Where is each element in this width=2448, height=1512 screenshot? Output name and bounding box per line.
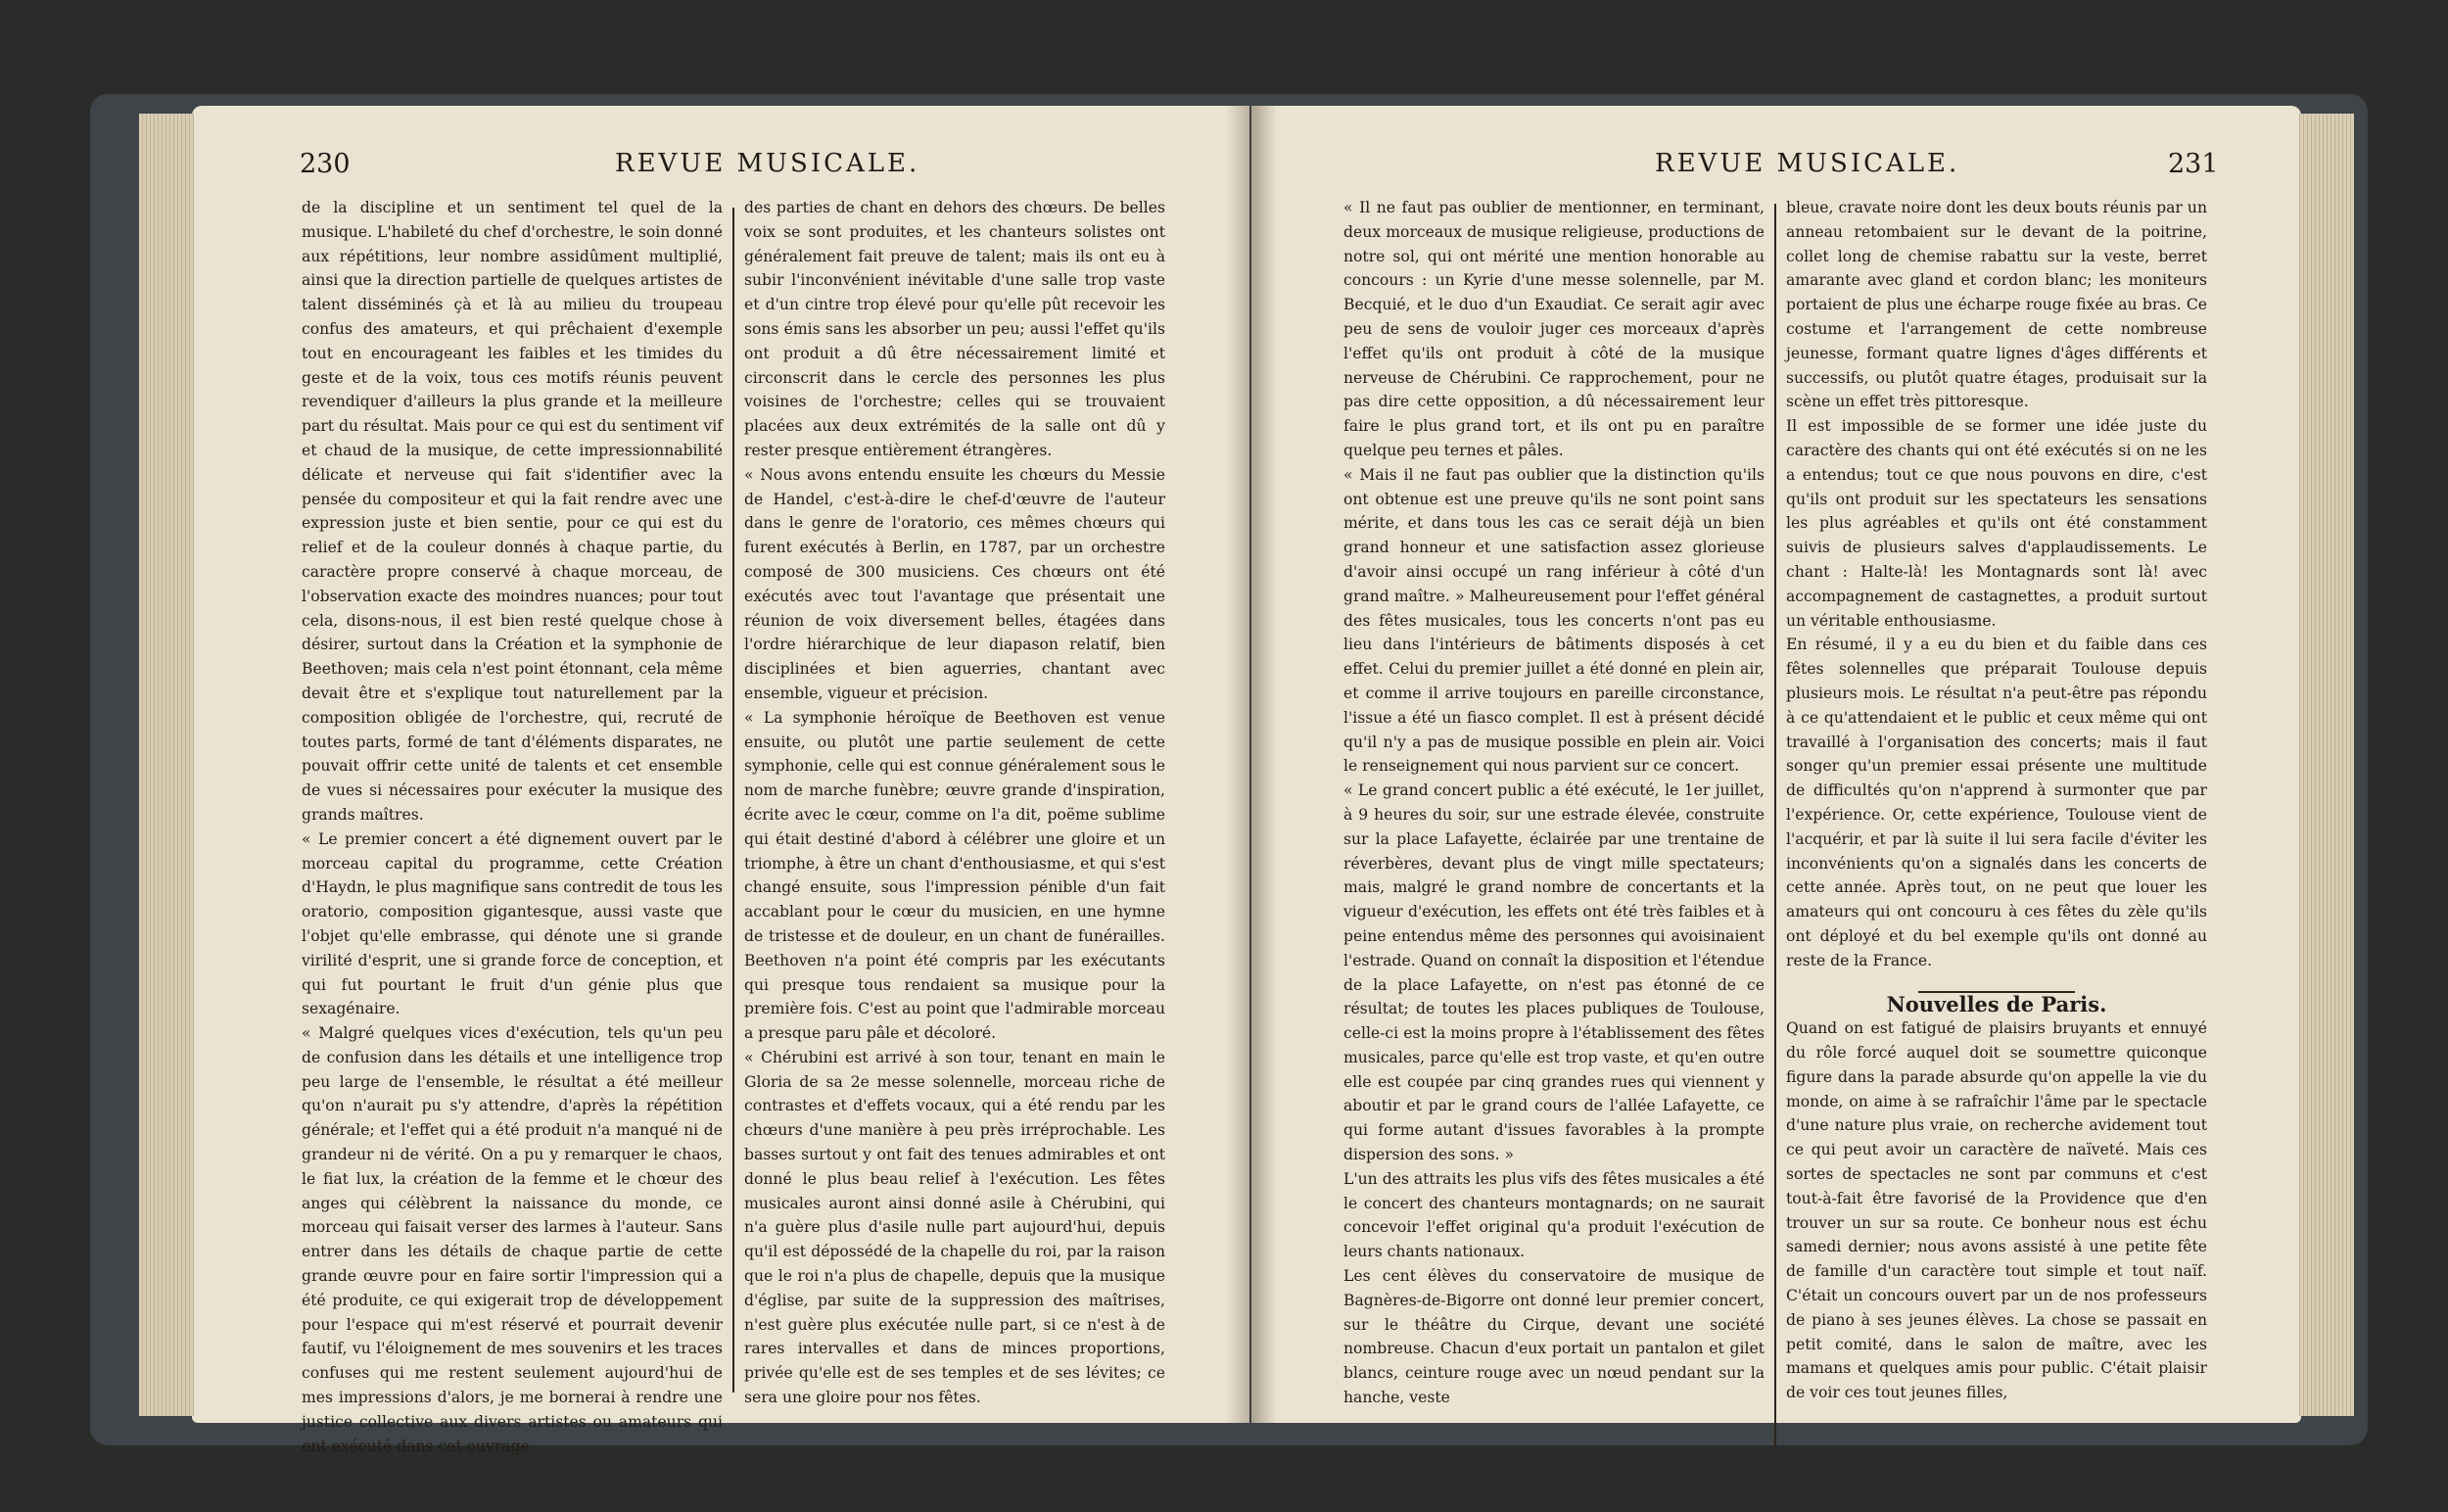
paragraph: Les cent élèves du conservatoire de musique de Bagnères-de-Bigorre ont donné leur premier concert, sur le théâtre du Cirque, devant une société nombreuse. Chacun d'eux portait un pantalon et gilet blancs, ceinture rouge avec un nœud pendant sur la hanche, veste — [1343, 1267, 1765, 1407]
left-page — [192, 106, 1249, 1455]
paragraph: « Mais il ne faut pas oublier que la distinction qu'ils ont obtenue est une preuve qu'ils ne sont point sans mérite, et dans tous les cas ce serait déjà un bien grand honneur et une satisfaction assez glorieuse d'avoir ainsi occupé un rang inférieur à côté d'un grand maître. » Malheureusement pour l'effet général des fêtes musicales, tous les concerts n'ont pas eu lieu dans l'intérieurs de bâtiments disposés à cet effet. Celui du premier juillet a été donné en plein air, et comme il arrive toujours en pareille circonstance, l'issue a été un fiasco complet. Il est à présent décidé qu'il n'y a pas de musique possible en plein air. Voici le renseignement qui nous parvient sur ce concert. — [1343, 465, 1765, 776]
right-column-2 — [1786, 196, 2207, 1405]
running-head: REVUE MUSICALE. — [1655, 149, 1960, 178]
right-page — [1251, 106, 2301, 1423]
paragraph: « Il ne faut pas oublier de mentionner, en terminant, deux morceaux de musique religieuse, productions de notre sol, qui ont mérité une mention honorable au concours : un Kyrie d'une messe solennelle, par M. Becquié, et le duo d'un Exaudiat. Ce serait agir avec peu de sens de vouloir juger ces morceaux d'après l'effet qu'ils ont produit à côté de la musique nerveuse de Chérubini. Ce rapprochement, pour ne pas dire cette opposition, a dû nécessairement leur faire le plus grand tort, et ils ont pu en paraître quelque peu ternes et pâles. — [1343, 199, 1765, 459]
paragraph: L'un des attraits les plus vifs des fêtes musicales a été le concert des chanteurs montagnards; on ne saurait concevoir l'effet original qu'a produit l'exécution de leurs chants nationaux. — [1343, 1169, 1765, 1261]
paragraph: « Le premier concert a été dignement ouvert par le morceau capital du programme, cette Création d'Haydn, le plus magnifique sans contredit de tous les oratorio, composition gigantesque, aussi vaste que l'objet qu'elle embrasse, qui dénote une si grande virilité d'esprit, une si grande force de conception, et qui fut pourtant le fruit d'un génie plus que sexagénaire. — [302, 829, 723, 1018]
page-number: 231 — [2168, 149, 2219, 179]
page-number: 230 — [300, 149, 351, 179]
paragraph: des parties de chant en dehors des chœurs. De belles voix se sont produites, et les chanteurs solistes ont généralement fait preuve de talent; mais ils ont eu à subir l'inconvénient inévitable d'une salle trop vaste et d'un cintre trop élevé pour qu'elle pût recevoir les sons émis sans les absorber un peu; aussi l'effet qu'ils ont produit a dû être nécessairement limité et circonscrit dans le cercle des personnes les plus voisines de l'orchestre; celles qui se trouvaient placées aux deux extrémités de la salle ont dû y rester presque entièrement étrangères. — [744, 199, 1165, 459]
paragraph: En résumé, il y a eu du bien et du faible dans ces fêtes solennelles que préparait Toulouse depuis plusieurs mois. Le résultat n'a peut-être pas répondu à ce qu'attendaient et le public et ceux même qui ont travaillé à l'organisation des concerts; mais il faut songer qu'un premier essai présente une multitude de difficultés qu'on n'apprend à surmonter que par l'expérience. Or, cette expérience, Toulouse vient de l'acquérir, et par là suite il lui sera facile d'éviter les inconvénients qu'on a signalés dans les concerts de cette année. Après tout, on ne peut que louer les amateurs qui ont concouru à ces fêtes du zèle qu'ils ont déployé et du bel exemple qu'ils ont donné au reste de la France. — [1786, 636, 2207, 969]
paragraph: bleue, cravate noire dont les deux bouts réunis par un anneau retombaient sur le devant de la poitrine, collet long de chemise rabattu sur la veste, berret amarante avec gland et cordon blanc; les moniteurs portaient de plus une écharpe rouge fixée au bras. Ce costume et l'arrangement de cette nombreuse jeunesse, formant quatre lignes d'âges différents et successifs, ou plutôt quatre étages, produisait sur la scène un effet très pittoresque. — [1786, 199, 2207, 411]
paragraph: « Nous avons entendu ensuite les chœurs du Messie de Handel, c'est-à-dire le chef-d'œuvre de l'auteur dans le genre de l'oratorio, ces mêmes chœurs qui furent exécutés à Berlin, en 1787, par un orchestre composé de 300 musiciens. Ces chœurs ont été exécutés avec tout l'avantage que présentait une réunion de voix diversement belles, étagées dans l'ordre hiérarchique de leur diapason relatif, bien disciplinées et bien aguerries, chantant avec ensemble, vigueur et précision. — [744, 465, 1165, 702]
running-head: REVUE MUSICALE. — [615, 149, 920, 178]
paragraph: de la discipline et un sentiment tel quel de la musique. L'habileté du chef d'orchestre, le soin donné aux répétitions, leur nombre assidûment multiplié, ainsi que la direction partielle de quelques artistes de talent disséminés çà et là au milieu du troupeau confus des amateurs, et qui prêchaient d'exemple tout en encourageant les faibles et les timides du geste et de la voix, tous ces motifs réunis peuvent revendiquer d'ailleurs la plus grande et la meilleure part du résultat. Mais pour ce qui est du sentiment vif et chaud de la musique, de cette impressionnabilité délicate et nerveuse qui fait s'identifier avec la pensée du compositeur et qui la fait rendre avec une expression juste et bien sentie, pour ce qui est du relief et de la couleur donnés à chaque partie, du caractère propre conservé à chaque morceau, de l'observation exacte des moindres nuances; pour tout cela, disons-nous, il est bien resté quelque chose à désirer, surtout dans la Création et la symphonie de Beethoven; mais cela n'est point étonnant, cela même devait être et s'explique tout naturellement par la composition obligée de l'orchestre, qui, recruté de toutes parts, formé de tant d'éléments disparates, ne pouvait offrir cette unité de talents et cet ensemble de vues si nécessaires pour exécuter la musique des grands maîtres. — [302, 199, 723, 824]
paragraph: Il est impossible de se former une idée juste du caractère des chants qui ont été exécutés si on ne les a entendus; tout ce que nous pouvons en dire, c'est qu'ils ont produit sur les spectateurs les sensations les plus agréables et qu'ils ont été constamment suivis de plusieurs salves d'applaudissements. Le chant : Halte-là! les Montagnards sont là! avec accompagnement de castagnettes, a produit surtout un véritable enthousiasme. — [1786, 417, 2207, 630]
paragraph: « Malgré quelques vices d'exécution, tels qu'un peu de confusion dans les détails et une intelligence trop peu large de l'ensemble, le résultat a été meilleur qu'on n'aurait pu s'y attendre, d'après la répétition générale; et l'effet qui a été produit n'a manqué ni de grandeur ni de vérité. On a pu y remarquer le chaos, le fiat lux, la création de la femme et le chœur des anges qui célèbrent la naissance du monde, ce morceau qui faisait verser des larmes à l'auteur. Sans entrer dans les détails de chaque partie de cette grande œuvre pour en faire sortir l'impression qui a été produite, ce qui exigerait trop de développement pour l'espace qui m'est réservé et pourrait devenir fautif, vu l'éloignement de mes souvenirs et les traces confuses qui me restent seulement aujourd'hui de mes impressions d'alors, je me bornerai à rendre une justice collective aux divers artistes ou amateurs qui ont exécuté dans cet ouvrage — [302, 1024, 723, 1455]
left-page-edges — [139, 114, 194, 1416]
paragraph: « Chérubini est arrivé à son tour, tenant en main le Gloria de sa 2e messe solennelle, morceau riche de contrastes et d'effets vocaux, qui a été rendu par les chœurs d'une manière à peu près irréprochable. Les basses surtout y ont fait des tenues admirables et ont donné le plus beau relief à l'exécution. Les fêtes musicales auront ainsi donné asile à Chérubini, qui n'a guère plus d'asile nulle part aujourd'hui, depuis qu'il est dépossédé de la chapelle du roi, par la raison que le roi n'a plus de chapelle, depuis que la musique d'église, par suite de la suppression des maîtrises, n'est guère plus exécutée nulle part, si ce n'est à de rares intervalles et dans de minces proportions, privée qu'elle est de ses temples et de ses lévites; ce sera une gloire pour nos fêtes. — [744, 1048, 1165, 1407]
right-page-edges — [2299, 114, 2354, 1416]
paragraph: « La symphonie héroïque de Beethoven est venue ensuite, ou plutôt une partie seulement de cette symphonie, celle qui est connue généralement sous le nom de marche funèbre; œuvre grande d'inspiration, écrite avec le cœur, comme on l'a dit, poëme sublime qui était destiné d'abord à célébrer une gloire et un triomphe, à être un chant d'enthousiasme, et qui s'est changé ensuite, sous l'impression pénible d'un fait accablant pour le cœur du musicien, en une hymne de tristesse et de douleur, en un chant de funérailles. Beethoven n'a point été compris par les exécutants qui presque tous rendaient sa musique pour la première fois. C'est au point que l'admirable morceau a presque paru pâle et décoloré. — [744, 708, 1165, 1043]
column-rule — [732, 208, 734, 1393]
left-column-1 — [302, 196, 723, 1458]
section-heading: Nouvelles de Paris. — [1886, 991, 2107, 1016]
right-column-1 — [1343, 196, 1765, 1410]
left-column-2 — [744, 196, 1165, 1410]
column-rule — [1774, 204, 1776, 1447]
paragraph: « Le grand concert public a été exécuté, le 1er juillet, à 9 heures du soir, sur une estrade élevée, construite sur la place Lafayette, éclairée par une trentaine de réverbères, devant plus de vingt mille spectateurs; mais, malgré le grand nombre de concertants et la vigueur d'exécution, les effets ont été très faibles et à peine entendus même des personnes qui avoisinaient l'estrade. Quand on connaît la disposition et l'étendue de la place Lafayette, on n'est pas étonné de ce résultat; de toutes les places publiques de Toulouse, celle-ci est la moins propre à l'établissement des fêtes musicales, parce qu'elle est trop vaste, et qu'en outre elle est coupée par cinq grandes rues qui viennent y aboutir et par le grand cours de l'allée Lafayette, ce qui forme autant d'issues favorables à la prompte dispersion des sons. » — [1343, 781, 1765, 1164]
book-gutter — [1226, 106, 1277, 1423]
paragraph: Quand on est fatigué de plaisirs bruyants et ennuyé du rôle forcé auquel doit se soumettre quiconque figure dans la parade absurde qu'on appelle la vie du monde, on aime à se rafraîchir l'âme par le spectacle d'une nature plus vraie, on recherche avidement tout ce qui peut avoir un caractère de naïveté. Mais ces sortes de spectacles ne sont par communs et c'est tout-à-fait être favorisé de la Providence que d'en trouver un sur sa route. Ce bonheur nous est échu samedi dernier; nous avons assisté à une petite fête de famille d'un caractère tout simple et tout naïf. C'était un concours ouvert par un de nos professeurs de piano à ses jeunes élèves. La chose se passait en petit comité, dans le salon de maître, avec les mamans et quelques amis pour public. C'était plaisir de voir ces tout jeunes filles, — [1786, 1019, 2207, 1402]
